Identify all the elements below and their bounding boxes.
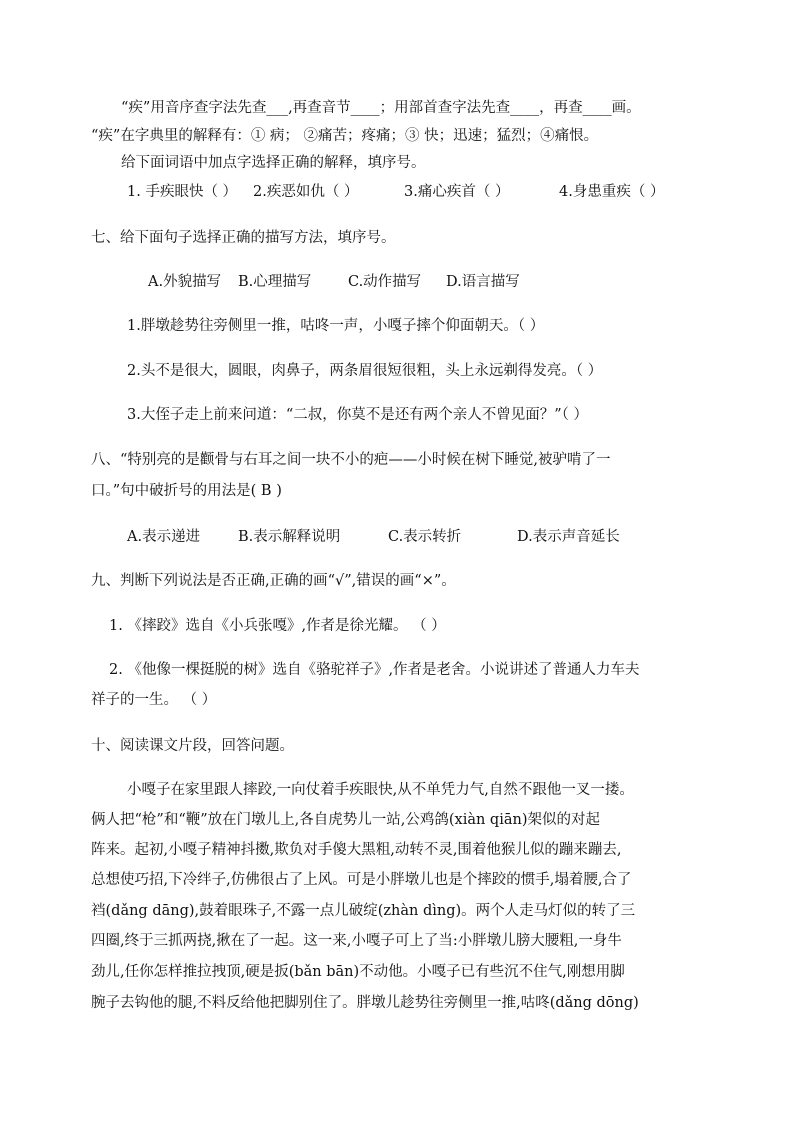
passage-line: 总想使巧招,下冷绊子,仿佛很占了上风。可是小胖墩儿也是个摔跤的惯手,塌着腰,合了 — [91, 872, 632, 888]
passage-line: 劲儿,任你怎样推拉拽顶,硬是扳(bǎn bān)不动他。小嘎子已有些沉不住气,刚想用脚 — [91, 964, 625, 980]
sec8-option-d: D.表示声音延长 — [517, 529, 620, 545]
sec7-question-1: 1.胖墩趁势往旁侧里一推，咕咚一声，小嘎子摔个仰面朝天。（ ） — [127, 318, 545, 334]
sec8-option-b: B.表示解释说明 — [238, 529, 341, 545]
sec7-question-3: 3.大侄子走上前来问道：“二叔，你莫不是还有两个亲人不曾见面？”（ ） — [127, 407, 589, 423]
passage-line: 俩人把“枪”和“鞭”放在门墩儿上,各自虎势儿一站,公鸡鸽(xiàn qiān)架似的对起 — [91, 812, 600, 828]
sec7-question-2: 2.头不是很大，圆眼，肉鼻子，两条眉很短很粗，头上永远剃得发亮。（ ） — [127, 363, 603, 379]
sec6-item-3: 3.痛心疾首（ ） — [404, 184, 510, 200]
sec8-line-1: 八、“特别亮的是颧骨与右耳之间一块不小的疤——小时候在树下睡觉,被驴啃了一 — [91, 452, 611, 468]
sec6-line-1: “疾”用音序查字法先查___,再查音节____；用部首查字法先查____，再查____画。 — [121, 100, 641, 116]
sec6-item-1: 1. 手疾眼快（ ） — [127, 184, 238, 200]
passage-line: 腕子去钩他的腿,不料反给他把脚别住了。胖墩儿趁势往旁侧里一推,咕咚(dǎng dōng) — [91, 995, 639, 1011]
sec7-option-b: B.心理描写 — [238, 274, 312, 290]
passage-line: 小嘎子在家里跟人摔跤,一向仗着手疾眼快,从不单凭力气,自然不跟他一叉一搂。 — [127, 782, 634, 798]
sec7-option-d: D.语言描写 — [446, 274, 520, 290]
sec7-title: 七、给下面句子选择正确的描写方法，填序号。 — [91, 230, 396, 246]
sec9-question-1: 1. 《摔跤》选自《小兵张嘎》,作者是徐光耀。 （ ） — [109, 618, 446, 634]
passage-line: 阵来。起初,小嘎子精神抖擞,欺负对手傻大黑粗,动转不灵,围着他猴儿似的蹦来蹦去, — [91, 842, 622, 858]
sec6-item-4: 4.身患重疾（ ） — [559, 184, 665, 200]
sec6-item-2: 2.疾恶如仇（ ） — [253, 184, 359, 200]
sec10-title: 十、阅读课文片段，回答问题。 — [91, 738, 294, 754]
sec6-line-3: 给下面词语中加点字选择正确的解释，填序号。 — [121, 155, 426, 171]
sec9-title: 九、判断下列说法是否正确,正确的画“√”,错误的画“×”。 — [91, 573, 456, 589]
sec6-line-2: “疾”在字典里的解释有：① 病； ②痛苦；疼痛；③ 快；迅速；猛烈；④痛恨。 — [91, 128, 599, 144]
sec9-question-2-line-2: 祥子的一生。 （ ） — [91, 692, 217, 708]
passage-line: 裆(dǎng dāng),鼓着眼珠子,不露一点儿破绽(zhàn dìng)。两个人走马灯似的转了三 — [91, 903, 636, 919]
sec8-option-a: A.表示递进 — [127, 529, 201, 545]
sec8-line-2: 口。”句中破折号的用法是( B ) — [91, 483, 282, 499]
sec8-option-c: C.表示转折 — [388, 529, 462, 545]
sec7-option-c: C.动作描写 — [348, 274, 422, 290]
passage-line: 四圈,终于三抓两挠,揪在了一起。这一来,小嘎子可上了当:小胖墩儿膀大腰粗,一身牛 — [91, 933, 622, 949]
sec9-question-2-line-1: 2. 《他像一棵挺脱的树》选自《骆驼祥子》,作者是老舍。小说讲述了普通人力车夫 — [109, 662, 640, 678]
sec7-option-a: A.外貌描写 — [148, 274, 222, 290]
